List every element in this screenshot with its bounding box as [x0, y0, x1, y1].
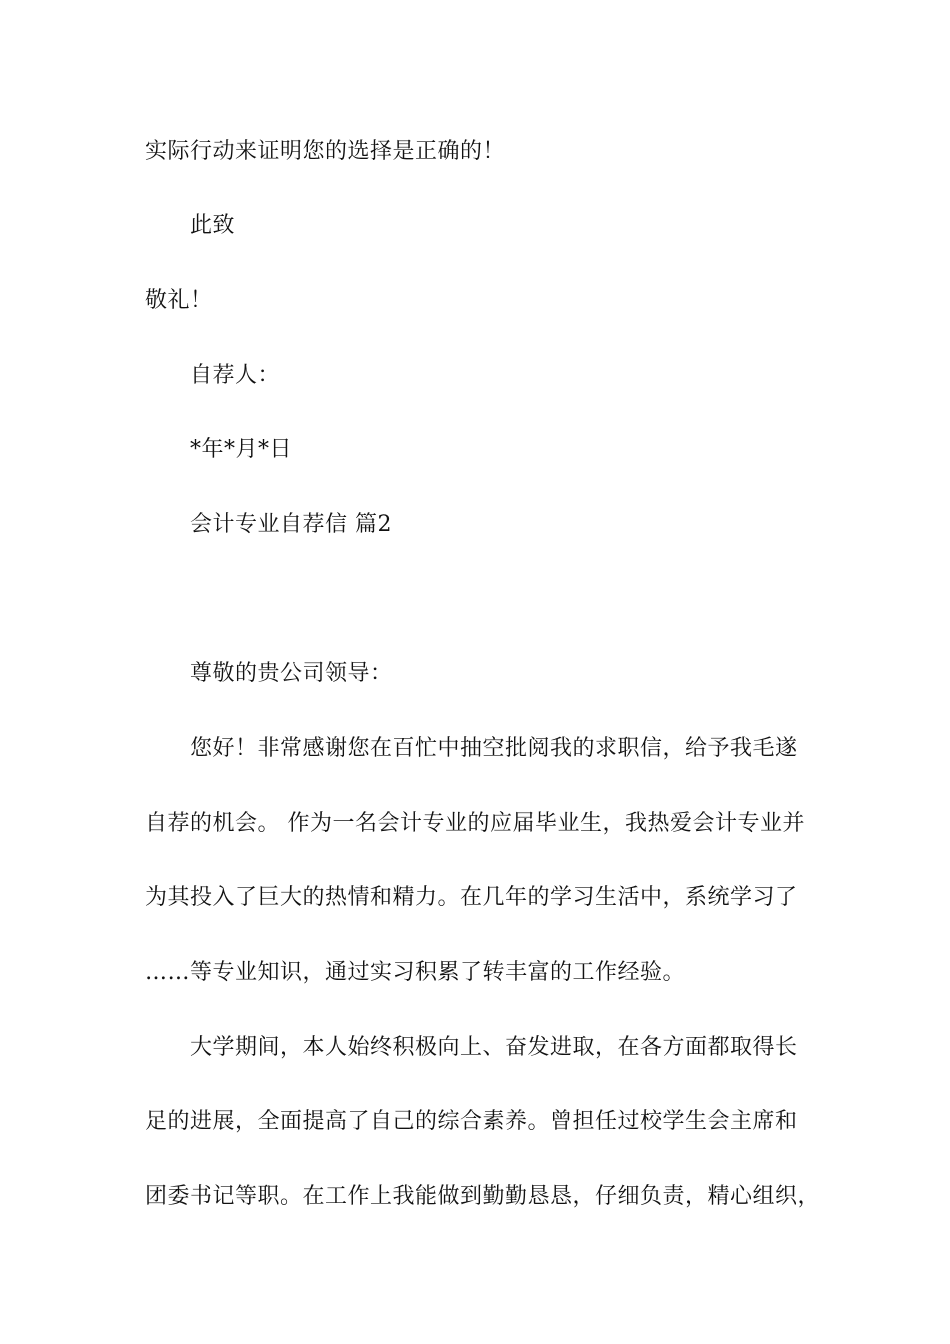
paragraph-line: 足的进展，全面提高了自己的综合素养。曾担任过校学生会主席和 — [145, 1109, 798, 1134]
paragraph-line: 为其投入了巨大的热情和精力。在几年的学习生活中，系统学习了 — [145, 885, 798, 910]
date-line: *年*月*日 — [190, 437, 293, 462]
paragraph-line: 实际行动来证明您的选择是正确的！ — [145, 139, 506, 164]
paragraph-line: 您好！非常感谢您在百忙中抽空批阅我的求职信，给予我毛遂 — [190, 736, 798, 761]
signature-label: 自荐人： — [190, 363, 281, 388]
paragraph-line: 团委书记等职。在工作上我能做到勤勤恳恳，仔细负责，精心组织， — [145, 1184, 821, 1209]
paragraph-line: 自荐的机会。 作为一名会计专业的应届毕业生，我热爱会计专业并 — [145, 811, 805, 836]
paragraph-line: ……等专业知识，通过实习积累了转丰富的工作经验。 — [145, 960, 686, 985]
letter-greeting: 尊敬的贵公司领导： — [190, 661, 393, 686]
closing-salutation: 此致 — [190, 213, 236, 238]
closing-regards: 敬礼！ — [145, 288, 213, 313]
paragraph-line: 大学期间，本人始终积极向上、奋发进取，在各方面都取得长 — [190, 1035, 798, 1060]
section-heading: 会计专业自荐信 篇2 — [190, 512, 392, 537]
